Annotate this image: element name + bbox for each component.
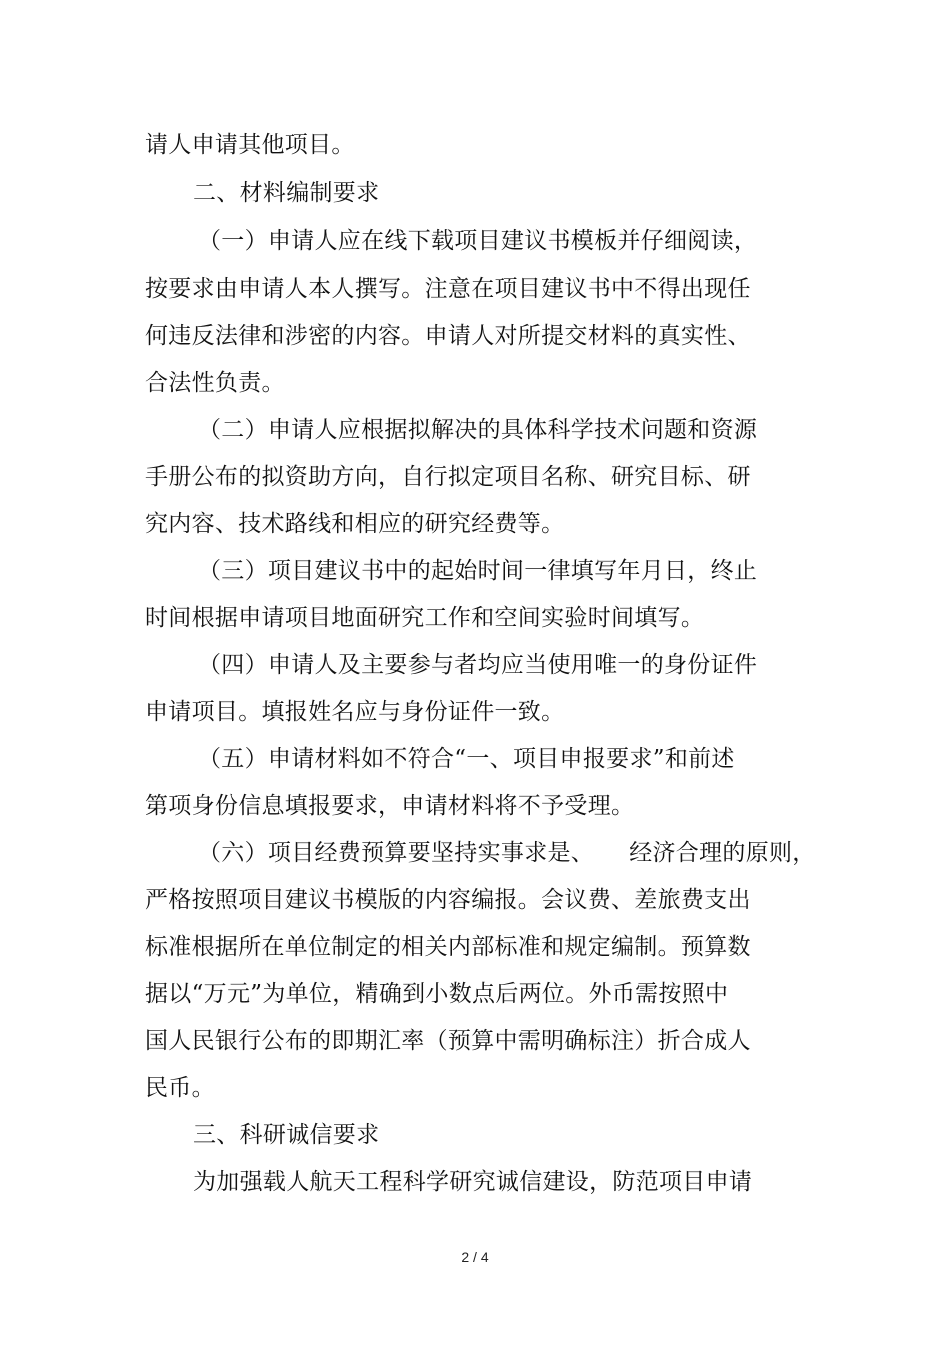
text-line: 标准根据所在单位制定的相关内部标准和规定编制。预算数 xyxy=(145,934,751,960)
text-line: 请人申请其他项目。 xyxy=(145,132,355,158)
section-heading: 三、科研诚信要求 xyxy=(193,1122,380,1148)
text-line: （六）项目经费预算要坚持实事求是、 经济合理的原则， xyxy=(198,840,816,866)
text-line: （一）申请人应在线下载项目建议书模板并仔细阅读， xyxy=(198,228,758,254)
text-line: （三）项目建议书中的起始时间一律填写年月日，终止 xyxy=(198,558,758,584)
text-line: 严格按照项目建议书模版的内容编报。会议费、差旅费支出 xyxy=(145,887,751,913)
text-line: 第项身份信息填报要求，申请材料将不予受理。 xyxy=(145,793,635,819)
text-line: 据以“万元”为单位，精确到小数点后两位。外币需按照中 xyxy=(145,981,729,1007)
text-line: （四）申请人及主要参与者均应当使用唯一的身份证件 xyxy=(198,652,758,678)
text-line: 究内容、技术路线和相应的研究经费等。 xyxy=(145,511,565,537)
text-line: （二）申请人应根据拟解决的具体科学技术问题和资源 xyxy=(198,417,758,443)
text-line: （五）申请材料如不符合“一、项目申报要求”和前述 xyxy=(198,746,735,772)
text-line: 手册公布的拟资助方向，自行拟定项目名称、研究目标、研 xyxy=(145,464,751,490)
text-line: 申请项目。填报姓名应与身份证件一致。 xyxy=(145,699,565,725)
text-line: 何违反法律和涉密的内容。申请人对所提交材料的真实性、 xyxy=(145,323,751,349)
text-line: 国人民银行公布的即期汇率（预算中需明确标注）折合成人 xyxy=(145,1028,751,1054)
text-line: 民币。 xyxy=(145,1075,215,1101)
text-line: 合法性负责。 xyxy=(145,370,285,396)
page-number: 2 / 4 xyxy=(461,1249,489,1265)
text-line: 时间根据申请项目地面研究工作和空间实验时间填写。 xyxy=(145,605,705,631)
text-line: 为加强载人航天工程科学研究诚信建设，防范项目申请 xyxy=(193,1169,753,1195)
text-line: 按要求由申请人本人撰写。注意在项目建议书中不得出现任 xyxy=(145,276,751,302)
section-heading: 二、材料编制要求 xyxy=(193,180,380,206)
